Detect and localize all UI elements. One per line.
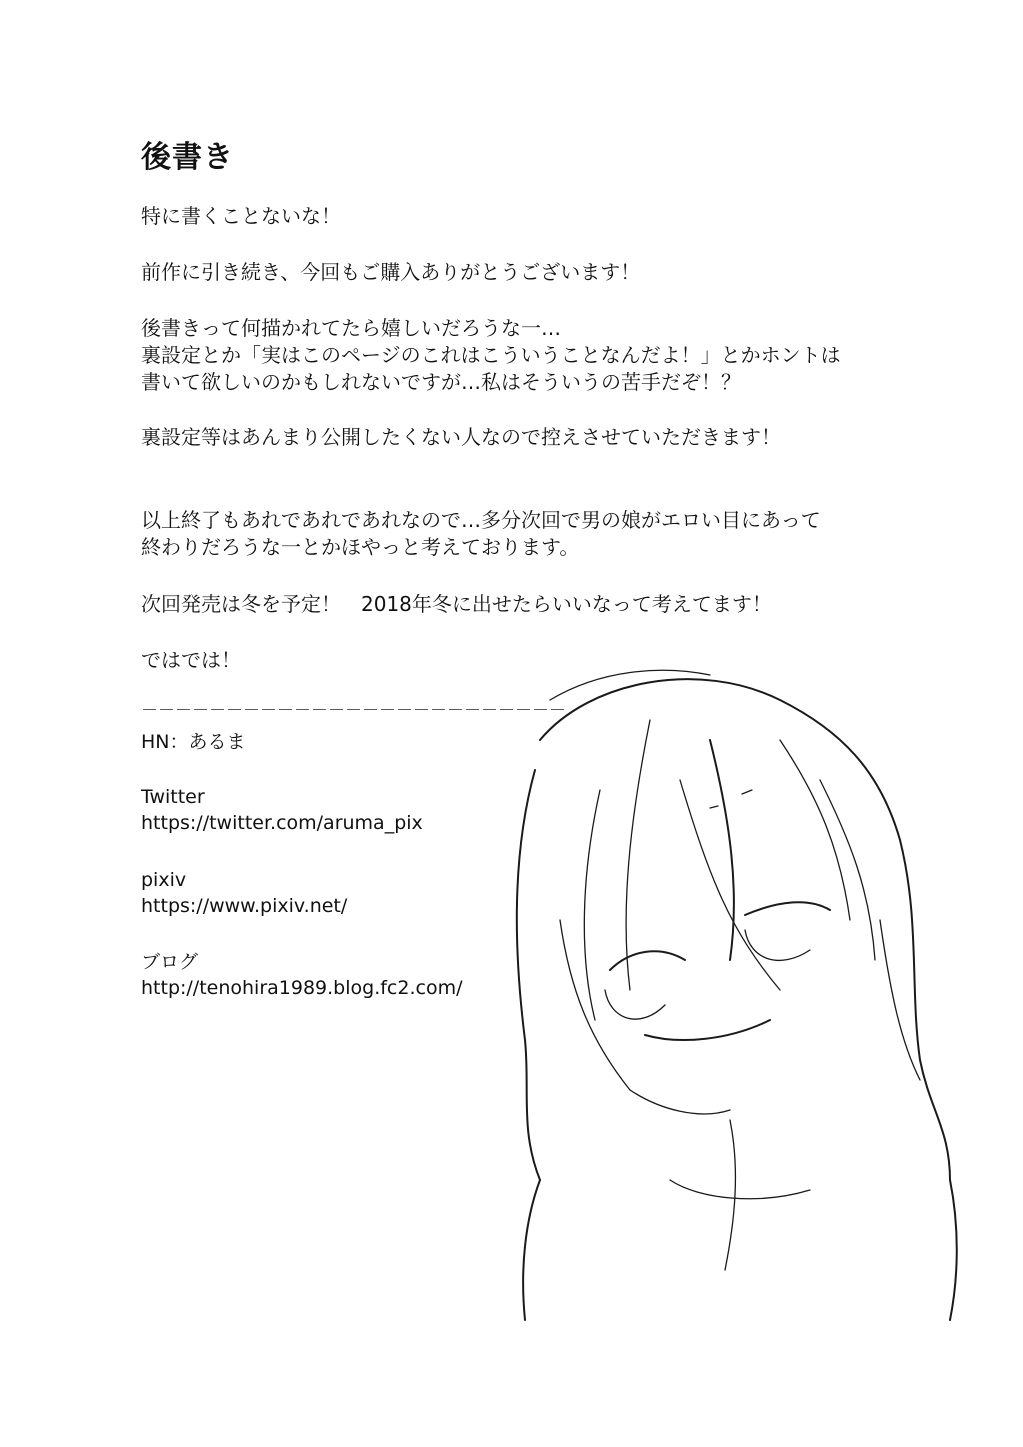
- blog-block: [141, 949, 463, 1001]
- paragraph-line: 終わりだろうな一とかほやっと考えております。: [141, 535, 580, 559]
- paragraph-4: [141, 424, 781, 451]
- page-title: 後書き: [141, 140, 234, 175]
- twitter-block: [141, 784, 423, 836]
- author-handle: HN：あるま: [141, 731, 246, 753]
- paragraph-line: 裏設定等はあんまり公開したくない人なので控えさせていただきます！: [141, 425, 781, 449]
- section-divider: －－－－－－－－－－－－－－－－－－－－－－－－－: [141, 701, 566, 721]
- paragraph-line: 書いて欲しいのかもしれないですが…私はそういうの苦手だぞ！？: [141, 370, 741, 394]
- blog-label: ブログ: [141, 951, 199, 973]
- paragraph-line: ではでは！: [141, 648, 241, 672]
- paragraph-7: [141, 647, 241, 674]
- twitter-label: Twitter: [141, 786, 205, 808]
- paragraph-line: 特に書くことないな！: [141, 204, 341, 228]
- paragraph-2: [141, 259, 640, 286]
- paragraph-line: 以上終了もあれであれであれなので…多分次回で男の娘がエロい目にあって: [141, 508, 821, 532]
- paragraph-line: 裏設定とか「実はこのページのこれはこういうことなんだよ！」とかホントは: [141, 343, 841, 367]
- twitter-link[interactable]: https://twitter.com/aruma_pix: [141, 812, 423, 834]
- paragraph-3: [141, 315, 841, 396]
- paragraph-6: [141, 591, 772, 618]
- paragraph-line: 後書きって何描かれてたら嬉しいだろうな一…: [141, 316, 561, 340]
- paragraph-5: [141, 507, 821, 561]
- blog-link[interactable]: http://tenohira1989.blog.fc2.com/: [141, 977, 463, 999]
- paragraph-line: 前作に引き続き、今回もご購入ありがとうございます！: [141, 260, 641, 284]
- pixiv-link[interactable]: https://www.pixiv.net/: [141, 895, 348, 917]
- paragraph-line: 次回発売は冬を予定！ 2018年冬に出せたらいいなって考えてます！: [141, 592, 772, 616]
- paragraph-1: [141, 203, 341, 230]
- character-sketch-icon: [480, 660, 980, 1340]
- pixiv-block: [141, 867, 347, 919]
- pixiv-label: pixiv: [141, 869, 187, 891]
